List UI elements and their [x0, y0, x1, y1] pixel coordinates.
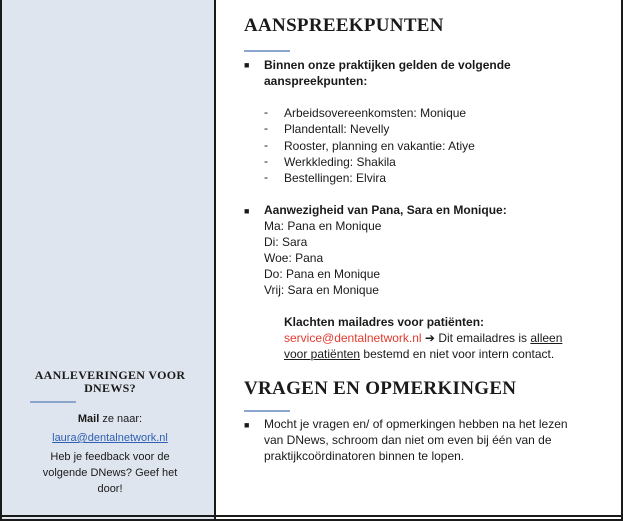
complaints-title: Klachten mailadres voor patiënten:: [284, 315, 485, 329]
complaints-emphasis: alleen: [530, 331, 563, 345]
presence-day: Ma: Pana en Monique: [264, 219, 382, 233]
questions-line: van DNews, schroom dan niet om even bij één van de: [264, 433, 552, 447]
presence-day: Woe: Pana: [264, 251, 324, 265]
contact-item: Bestellingen: Elvira: [284, 171, 387, 185]
contact-item: Arbeidsovereenkomsten: Monique: [284, 106, 467, 120]
complaints-text-part: Dit emailadres is: [434, 331, 531, 345]
contact-item: Plandentall: Nevelly: [284, 122, 390, 136]
bullet-icon: ■: [244, 60, 250, 70]
dash-icon: -: [264, 138, 268, 152]
contact-item: Rooster, planning en vakantie: Atiye: [284, 139, 475, 153]
sidebar-title-line: DNEWS?: [84, 381, 136, 395]
dash-icon: -: [264, 170, 268, 184]
complaints-emphasis: voor patiënten: [284, 347, 361, 361]
email-link[interactable]: laura@dentalnetwork.nl: [52, 432, 168, 444]
presence-day: Di: Sara: [264, 235, 308, 249]
sidebar-title-line: AANLEVERINGEN VOOR: [34, 368, 186, 382]
contacts-intro-line: Binnen onze praktijken gelden de volgende: [264, 58, 511, 72]
feedback-line: door!: [97, 483, 123, 495]
bullet-icon: ■: [244, 206, 250, 216]
section-heading-questions: VRAGEN EN OPMERKINGEN: [244, 378, 517, 399]
presence-day: Vrij: Sara en Monique: [264, 283, 379, 297]
contact-item: Werkkleding: Shakila: [284, 155, 396, 169]
questions-text: [264, 416, 568, 464]
dash-icon: -: [264, 105, 268, 119]
email-row: [12, 430, 208, 446]
sidebar-title: [12, 369, 208, 395]
presence-title: Aanwezigheid van Pana, Sara en Monique:: [264, 203, 507, 217]
feedback-text: [12, 449, 208, 497]
complaints-email[interactable]: service@dentalnetwork.nl: [284, 331, 422, 345]
main-content: [216, 0, 623, 521]
sidebar-panel: [0, 0, 216, 521]
contacts-intro: [264, 57, 511, 89]
mail-label: Mail: [77, 413, 100, 425]
mail-instruction: [12, 411, 208, 427]
feedback-line: volgende DNews? Geef het: [42, 467, 178, 479]
dash-icon: -: [264, 154, 268, 168]
complaints-text: [284, 330, 584, 362]
arrow-right-icon: ➔: [424, 331, 435, 345]
heading-accent-line: [244, 410, 290, 412]
presence-day: Do: Pana en Monique: [264, 267, 381, 281]
questions-line: praktijkcoördinatoren binnen te lopen.: [264, 449, 465, 463]
feedback-line: Heb je feedback voor de: [50, 451, 170, 463]
section-heading-contacts: AANSPREEKPUNTEN: [244, 15, 444, 36]
complaints-text-part: bestemd en niet voor intern contact.: [360, 347, 555, 361]
bullet-icon: ■: [244, 420, 250, 430]
heading-accent-line: [244, 50, 290, 52]
dash-icon: -: [264, 121, 268, 135]
sidebar-accent-line: [30, 401, 76, 403]
contacts-intro-line: aanspreekpunten:: [264, 74, 368, 88]
bottom-divider: [0, 515, 623, 517]
mail-rest: ze naar:: [99, 413, 143, 425]
questions-line: Mocht je vragen en/ of opmerkingen hebben na het lezen: [264, 417, 568, 431]
